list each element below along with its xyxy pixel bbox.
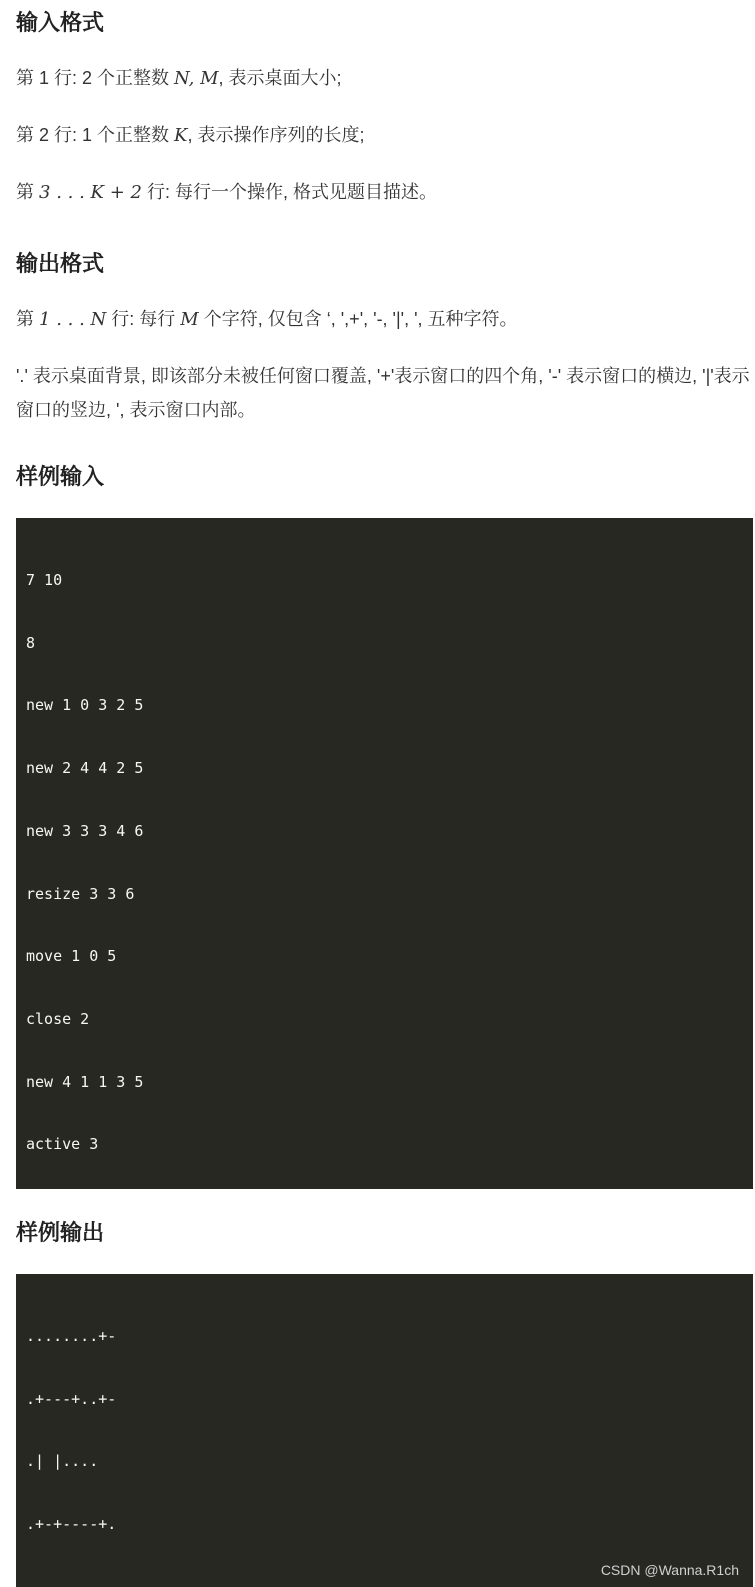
text: , 表示桌面大小; xyxy=(218,68,342,88)
sample-input-heading: 样例输入 xyxy=(16,464,105,489)
code-line: 8 xyxy=(26,633,36,652)
math: K xyxy=(174,125,188,146)
text: 行: 每行 xyxy=(106,309,181,329)
sample-input-code-block xyxy=(16,518,753,1189)
code-line: .+-+----+. xyxy=(26,1515,117,1534)
code-line: .| |.... xyxy=(26,1452,99,1471)
text: 行: 每行一个操作, 格式见题目描述。 xyxy=(141,182,437,202)
code-line: new 3 3 3 4 6 xyxy=(26,821,144,840)
text: 第 1 行: 2 个正整数 xyxy=(16,68,175,88)
output-format-heading: 输出格式 xyxy=(16,251,105,276)
code-line: new 2 4 4 2 5 xyxy=(26,759,144,778)
text: , 表示操作序列的长度; xyxy=(187,125,365,145)
code-line: active 3 xyxy=(26,1135,99,1154)
code-line: .+---+..+- xyxy=(26,1389,117,1408)
text: 个字符, 仅包含 ‘, ',+', '-, '|', ', 五种字符。 xyxy=(198,309,518,329)
input-format-heading: 输入格式 xyxy=(16,10,105,35)
text: 第 xyxy=(16,182,40,202)
input-line-1 xyxy=(16,61,751,96)
output-line-2: '.' 表示桌面背景, 即该部分未被任何窗口覆盖, '+'表示窗口的四个角, '-' 表示窗口的横边, '|'表示窗口的竖边, ', 表示窗口内部。 xyxy=(16,366,750,420)
code-line: resize 3 3 6 xyxy=(26,884,135,903)
sample-output-heading: 样例输出 xyxy=(16,1220,105,1246)
math: N, M xyxy=(174,68,219,89)
math: M xyxy=(180,309,199,330)
text: 第 xyxy=(16,309,40,329)
input-line-2 xyxy=(16,118,751,153)
input-line-3 xyxy=(16,175,751,210)
code-line: new 4 1 1 3 5 xyxy=(26,1072,144,1091)
sample-output-code-block xyxy=(16,1274,753,1587)
code-line: move 1 0 5 xyxy=(26,947,117,966)
code-line: ........+- xyxy=(26,1327,117,1346)
output-line-1 xyxy=(16,302,751,337)
code-line: close 2 xyxy=(26,1009,90,1028)
code-line: 7 10 xyxy=(26,571,63,589)
math: 1 . . . N xyxy=(39,309,107,330)
math: 3 . . . K + 2 xyxy=(39,182,142,203)
text: 第 2 行: 1 个正整数 xyxy=(16,125,175,145)
code-line: new 1 0 3 2 5 xyxy=(26,696,144,715)
watermark: CSDN @Wanna.R1ch xyxy=(600,1561,739,1578)
